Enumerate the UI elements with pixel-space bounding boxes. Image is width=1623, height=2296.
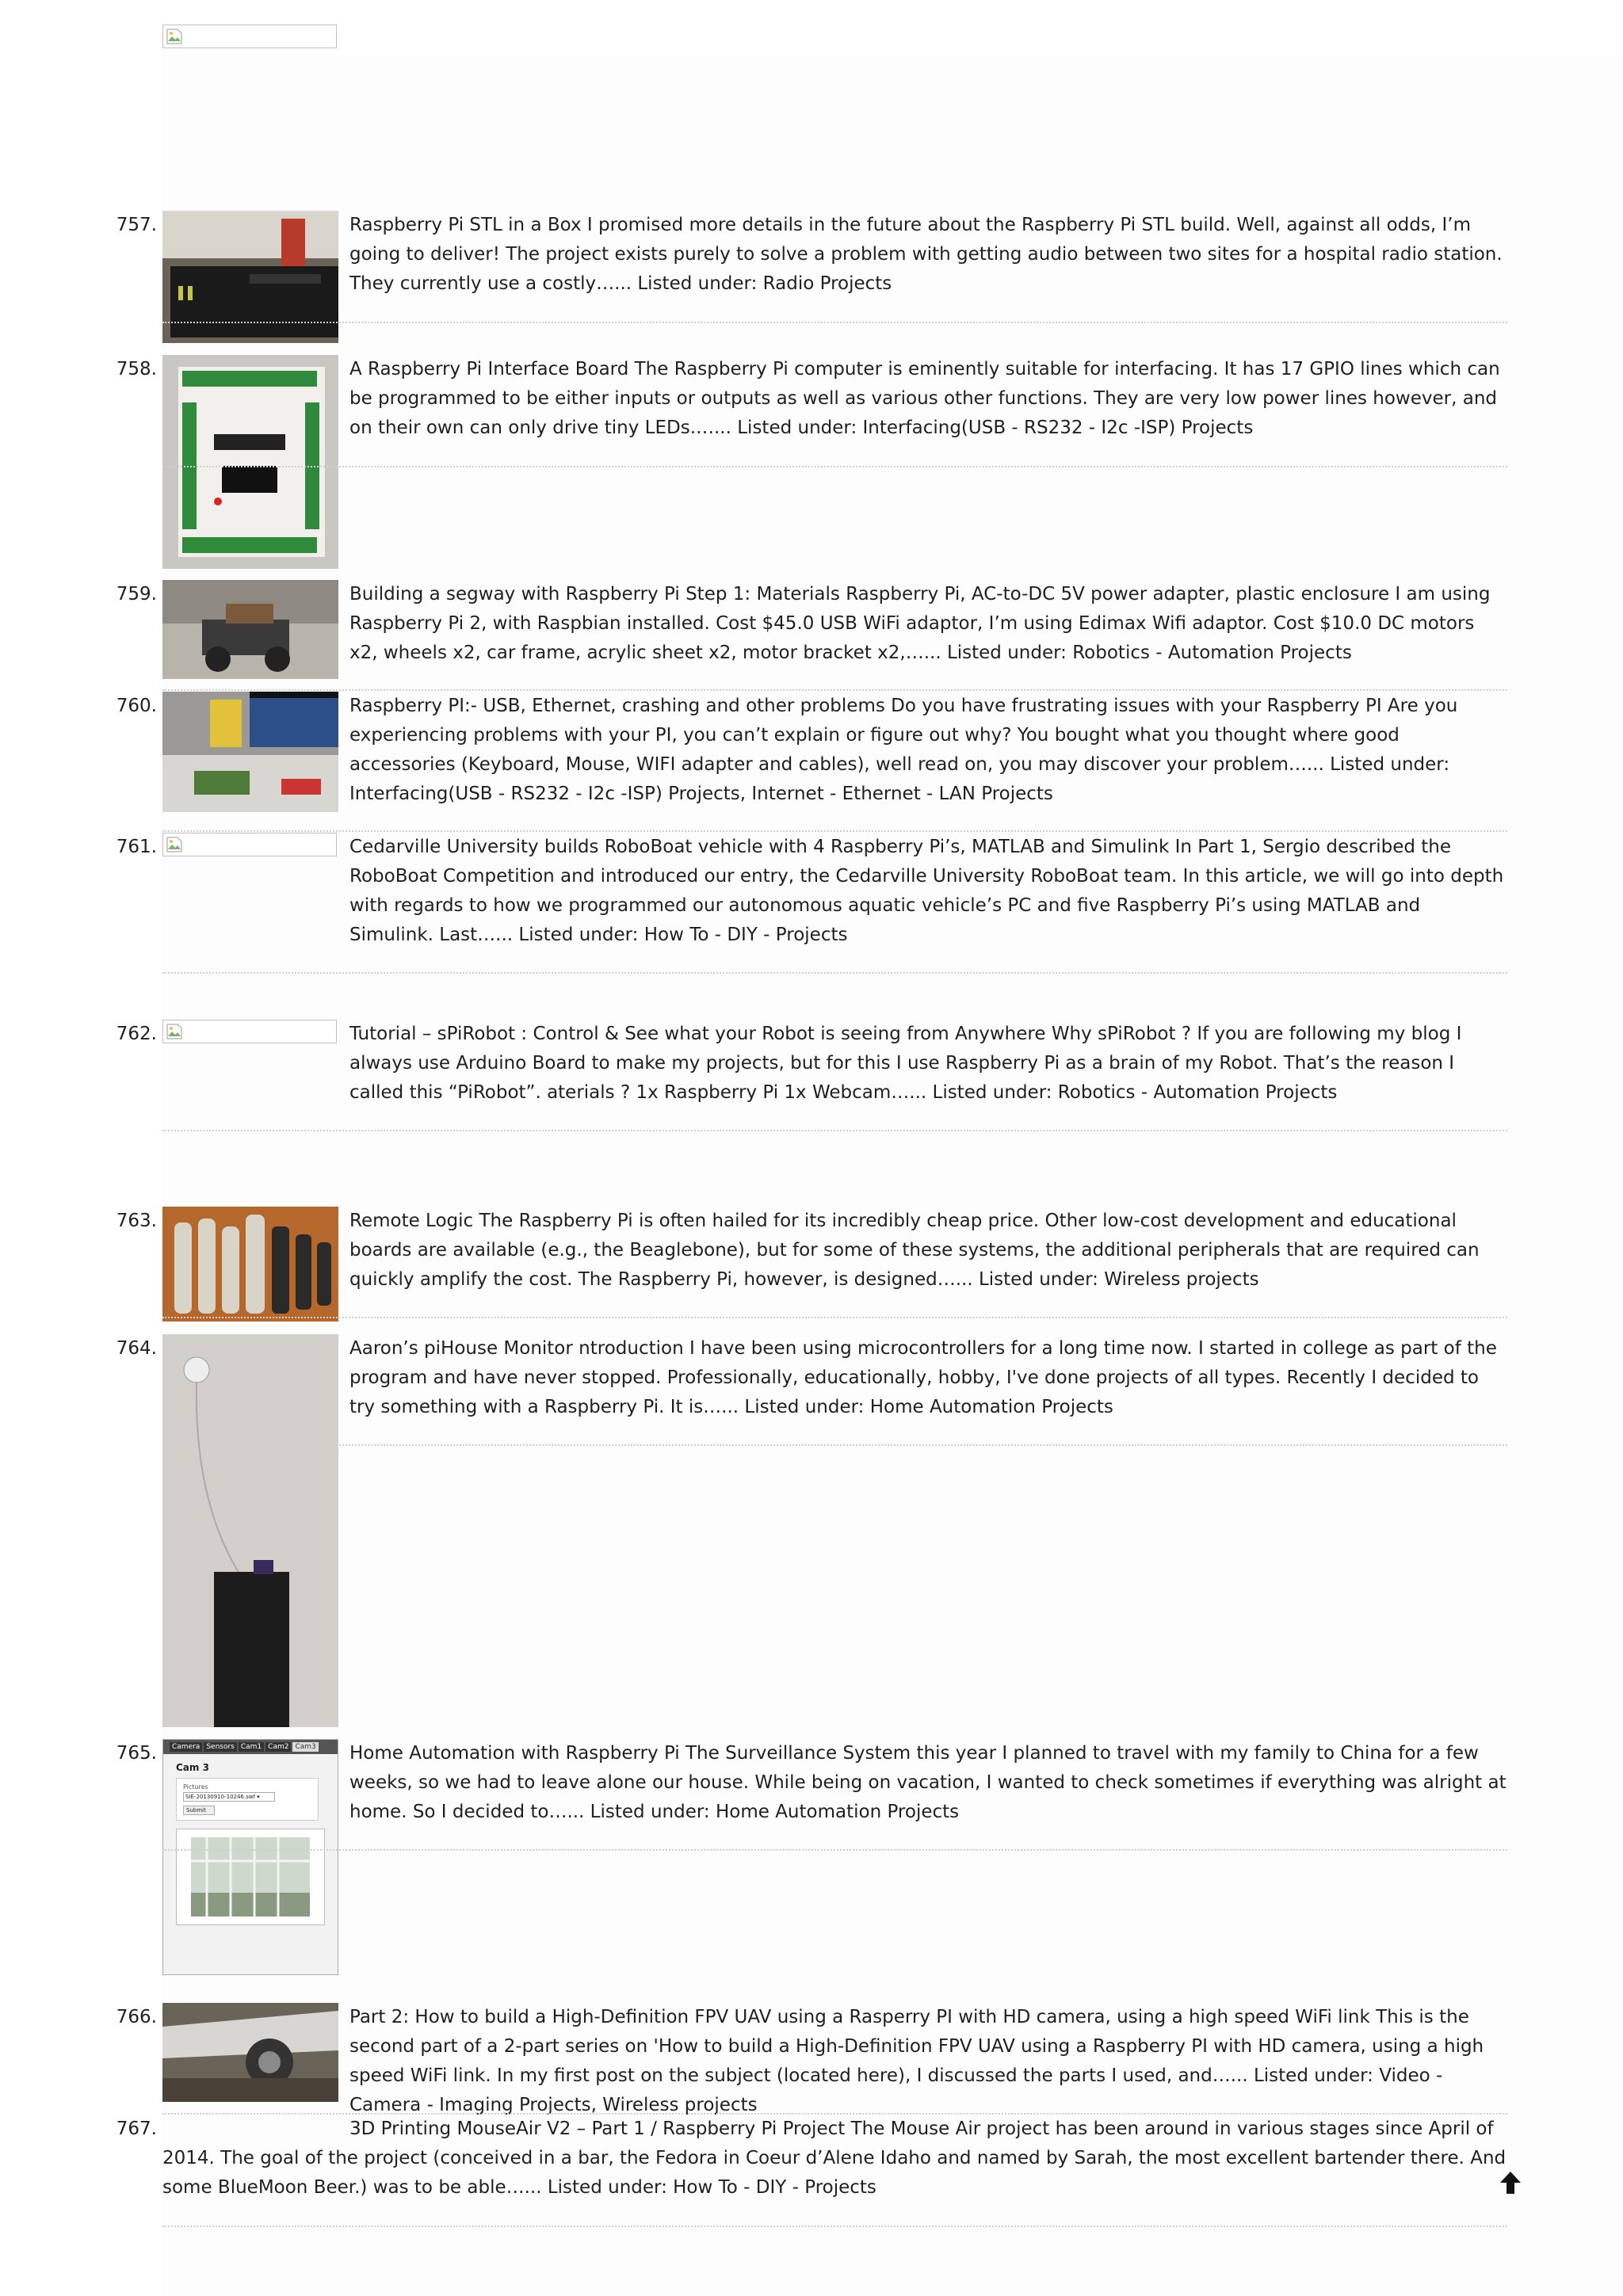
item-number: 766. <box>116 2007 157 2027</box>
thumbnail[interactable] <box>162 1334 338 1727</box>
item-number: 757. <box>116 215 157 235</box>
item-description[interactable]: Part 2: How to build a High-Definition FPV UAV using a Rasperry PI with HD camera, using a high speed WiFi link This is the second part of a 2-part series on 'How to build a High-Definition FPV UAV using a Raspberry PI with HD camera, using a high speed WiFi link. In my first post on the subject (located here), I discussed the parts I used, and…... Listed under: Video - Camera - Imaging Projects, Wireless projects <box>349 2007 1484 2115</box>
item-number: 759. <box>116 584 157 605</box>
separator <box>162 1130 1507 1131</box>
back-to-top-button[interactable] <box>1500 2172 1521 2194</box>
item-number: 761. <box>116 837 157 857</box>
separator <box>162 830 1507 832</box>
item-number: 767. <box>116 2119 157 2139</box>
thumbnail[interactable] <box>162 1207 338 1322</box>
camera-tabs <box>163 1740 338 1754</box>
item-number: 764. <box>116 1338 157 1359</box>
item-description[interactable]: Tutorial – sPiRobot : Control & See what your Robot is seeing from Anywhere Why sPiRobot ? If you are following my blog I always use Arduino Board to make my projects, but for this I use Raspberry Pi as a brain of my Robot. That’s the reason I called this “PiRobot”. aterials ? 1x Raspberry Pi 1x Webcam…... Listed under: Robotics - Automation Projects <box>349 1024 1462 1103</box>
separator <box>162 972 1507 974</box>
item-number: 762. <box>116 1024 157 1044</box>
tab-cam3[interactable]: Cam3 <box>292 1742 318 1752</box>
separator <box>162 1444 1507 1446</box>
item-description[interactable]: 3D Printing MouseAir V2 – Part 1 / Raspberry Pi Project The Mouse Air project has been around in various stages since April of 2014. The goal of the project (conceived in a bar, the Fedora in Coeur d’Alene Idaho and named by Sarah, the most excellent bartender there. And some BlueMoon Beer.) was to be able…... Listed under: How To - DIY - Projects <box>162 2119 1507 2198</box>
separator <box>162 2225 1507 2227</box>
broken-image-icon <box>162 1020 337 1043</box>
item-description[interactable]: Building a segway with Raspberry Pi Step 1: Materials Raspberry Pi, AC-to-DC 5V power adapter, plastic enclosure I am using Raspberry Pi 2, with Raspbian installed. Cost $45.0 USB WiFi adaptor, I’m using Edimax Wifi adaptor. Cost $10.0 DC motors x2, wheels x2, car frame, acrylic sheet x2, motor bracket x2,…... Listed under: Robotics - Automation Projects <box>349 584 1491 663</box>
thumbnail[interactable] <box>162 2003 338 2102</box>
item-number: 758. <box>116 359 157 379</box>
separator <box>162 1849 1507 1851</box>
camera-preview <box>176 1829 325 1925</box>
item-description[interactable]: Raspberry PI:- USB, Ethernet, crashing and other problems Do you have frustrating issues with your Raspberry PI Are you experiencing problems with your PI, you can’t explain or figure out why? You bought what you thought where good accessories (Keyboard, Mouse, WIFI adapter and cables), well read on, you may discover your problem…... Listed under: Interfacing(USB - RS232 - I2c -ISP) Projects, Internet - Ethernet - LAN Projects <box>349 696 1458 804</box>
item-number: 760. <box>116 696 157 716</box>
thumbnail[interactable] <box>162 355 338 569</box>
tab-sensors[interactable]: Sensors <box>204 1742 237 1752</box>
thumbnail[interactable] <box>162 692 338 812</box>
item-description[interactable]: Aaron’s piHouse Monitor ntroduction I have been using microcontrollers for a long time now. I started in college as part of the program and have never stopped. Professionally, educationally, hobby, I've done projects of all types. Recently I decided to try something with a Raspberry Pi. It is…... Listed under: Home Automation Projects <box>349 1338 1497 1417</box>
item-description[interactable]: Cedarville University builds RoboBoat vehicle with 4 Raspberry Pi’s, MATLAB and Simulink In Part 1, Sergio described the RoboBoat Competition and introduced our entry, the Cedarville University RoboBoat team. In this article, we will go into depth with regards to how we programmed our autonomous aquatic vehicle’s PC and five Raspberry Pi’s using MATLAB and Simulink. Last…... Listed under: How To - DIY - Projects <box>349 837 1504 945</box>
separator <box>162 322 1507 323</box>
separator <box>162 1317 1507 1318</box>
item-number: 765. <box>116 1743 157 1764</box>
separator <box>162 689 1507 691</box>
tab-camera[interactable]: Camera <box>170 1742 202 1752</box>
separator <box>162 466 1507 467</box>
broken-image-icon <box>162 25 337 48</box>
arrow-up-icon <box>1500 2172 1521 2194</box>
tab-cam1[interactable]: Cam1 <box>239 1742 264 1752</box>
tab-cam2[interactable]: Cam2 <box>265 1742 291 1752</box>
pictures-label: Pictures <box>183 1783 208 1791</box>
item-description[interactable]: A Raspberry Pi Interface Board The Raspberry Pi computer is eminently suitable for interfacing. It has 17 GPIO lines which can be programmed to be either inputs or outputs as well as various other functions. They are very low power lines however, and on their own can only drive tiny LEDs.…... Listed under: Interfacing(USB - RS232 - I2c -ISP) Projects <box>349 359 1500 438</box>
broken-image-icon <box>162 833 337 856</box>
item-description[interactable]: Raspberry Pi STL in a Box I promised more details in the future about the Raspberry Pi STL build. Well, against all odds, I’m going to deliver! The project exists purely to solve a problem with getting audio between two sites for a hospital radio station. They currently use a costly…... Listed under: Radio Projects <box>349 215 1503 294</box>
item-description[interactable]: Remote Logic The Raspberry Pi is often hailed for its incredibly cheap price. Other low-cost development and educational boards are available (e.g., the Beaglebone), but for some of these systems, the additional peripherals that are required can quickly amplify the cost. The Raspberry Pi, however, is designed…... Listed under: Wireless projects <box>349 1211 1480 1290</box>
thumbnail[interactable] <box>162 580 338 679</box>
item-number: 763. <box>116 1211 157 1231</box>
submit-button[interactable]: Submit <box>183 1806 215 1815</box>
camera-title: Cam 3 <box>176 1762 209 1773</box>
camera-ui-screenshot[interactable] <box>162 1739 338 1975</box>
pictures-select[interactable]: SIE-20130910-10246.swf ▾ <box>183 1792 275 1802</box>
item-description[interactable]: Home Automation with Raspberry Pi The Surveillance System this year I planned to travel with my family to China for a few weeks, so we had to leave alone our house. While being on vacation, I wanted to check sometimes if everything was alright at home. So I decided to…... Listed under: Home Automation Projects <box>349 1743 1507 1822</box>
